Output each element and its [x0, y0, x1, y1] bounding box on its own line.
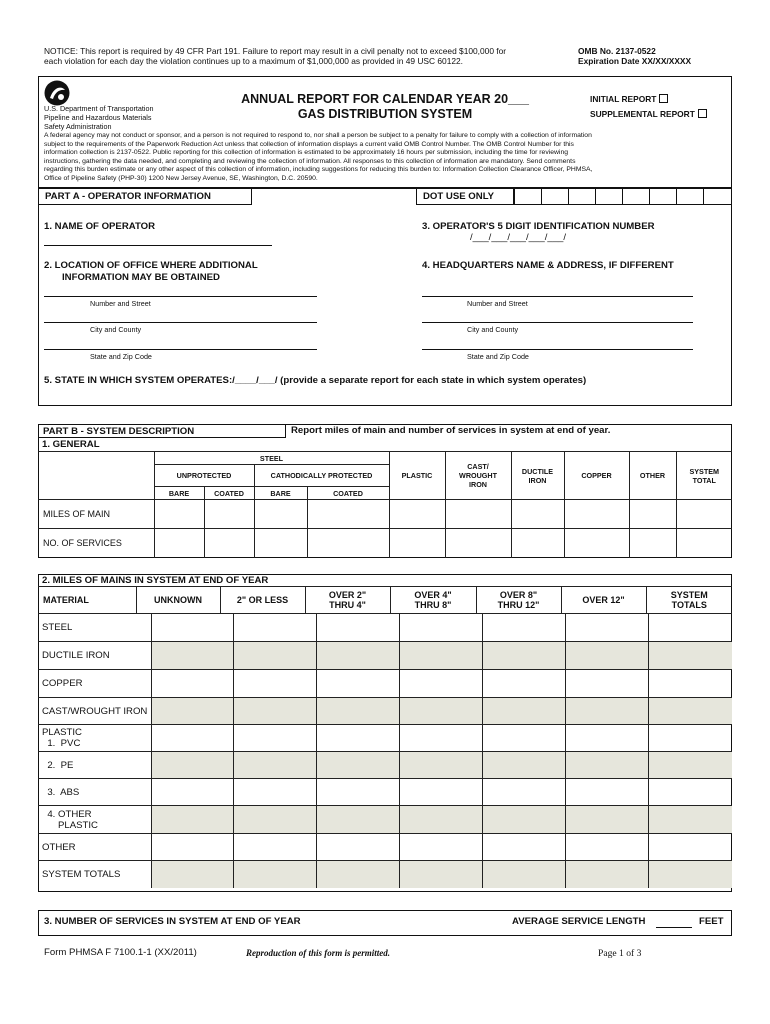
office-state-label: State and Zip Code [90, 352, 152, 361]
office-street-field[interactable] [44, 296, 317, 297]
input-cell[interactable] [234, 642, 317, 670]
title-line-2: GAS DISTRIBUTION SYSTEM [297, 107, 473, 121]
part-b-note: Report miles of main and number of services in system at end of year. [291, 425, 611, 436]
cathodic-bare-header: BARE [254, 487, 307, 500]
hq-state-label: State and Zip Code [467, 352, 529, 361]
notice-line-2: each violation for each day the violation continues up to a maximum of $1,000,000 as provided in 49 USC 60122. [44, 56, 464, 66]
hq-city-label: City and County [467, 325, 519, 334]
dot-box [595, 188, 623, 205]
report-title [215, 92, 555, 122]
mains-table [38, 586, 732, 614]
notice-text [44, 46, 506, 66]
row-label: OTHER [38, 834, 152, 861]
col-over-12: OVER 12" [561, 587, 646, 614]
input-cell[interactable] [234, 670, 317, 698]
col-system-totals: SYSTEM TOTALS [646, 587, 732, 614]
input-cell[interactable] [152, 834, 234, 861]
input-cell[interactable] [676, 529, 732, 558]
input-cell[interactable] [152, 725, 234, 752]
agency-line-1: U.S. Department of Transportation [44, 104, 154, 113]
input-cell[interactable] [564, 500, 629, 529]
cathodic-header: CATHODICALLY PROTECTED [254, 465, 389, 487]
input-cell[interactable] [445, 529, 511, 558]
col-over-8-thru-12: OVER 8" THRU 12" [476, 587, 561, 614]
input-cell[interactable] [483, 834, 566, 861]
input-cell[interactable] [399, 670, 483, 698]
other-header: OTHER [629, 452, 676, 500]
row-label: 4. OTHER PLASTIC [38, 806, 152, 834]
dot-box [676, 188, 704, 205]
input-cell[interactable] [566, 670, 649, 698]
notice-line-1: NOTICE: This report is required by 49 CFR Part 191. Failure to report may result in a civil penalty not to exceed $100,000 for [44, 46, 507, 56]
input-cell[interactable] [316, 834, 399, 861]
mains-row [38, 779, 732, 806]
general-corner [38, 452, 154, 500]
agency-line-2: Pipeline and Hazardous Materials [44, 113, 152, 122]
input-cell[interactable] [566, 834, 649, 861]
section-3-title: 3. NUMBER OF SERVICES IN SYSTEM AT END OF YEAR [44, 916, 301, 927]
plastic-header: PLASTIC [389, 452, 445, 500]
input-cell[interactable] [566, 698, 649, 725]
dot-box [568, 188, 596, 205]
cathodic-coated-header: COATED [307, 487, 389, 500]
dot-box [541, 188, 569, 205]
input-cell[interactable] [154, 500, 204, 529]
input-cell[interactable] [152, 642, 234, 670]
col-unknown: UNKNOWN [136, 587, 220, 614]
hq-state-field[interactable] [422, 349, 693, 350]
input-cell[interactable] [648, 834, 732, 861]
omb-block [578, 46, 691, 66]
operator-name-field[interactable] [44, 245, 272, 246]
input-cell[interactable] [234, 834, 317, 861]
input-cell[interactable] [648, 806, 732, 834]
input-cell[interactable] [483, 642, 566, 670]
unprotected-coated-header: COATED [204, 487, 254, 500]
input-cell[interactable] [511, 500, 564, 529]
input-cell[interactable] [566, 779, 649, 806]
q2-line-2: INFORMATION MAY BE OBTAINED [62, 272, 220, 283]
input-cell[interactable] [316, 779, 399, 806]
input-cell[interactable] [648, 614, 732, 642]
input-cell[interactable] [399, 779, 483, 806]
avg-service-length-field[interactable] [656, 927, 692, 928]
input-cell[interactable] [316, 806, 399, 834]
row-label: STEEL [38, 614, 152, 642]
col-2-or-less: 2" OR LESS [220, 587, 305, 614]
section-2-title: 2. MILES OF MAINS IN SYSTEM AT END OF YEAR [42, 575, 269, 586]
input-cell[interactable] [154, 529, 204, 558]
hq-street-field[interactable] [422, 296, 693, 297]
col-over-2-thru-4: OVER 2" THRU 4" [305, 587, 390, 614]
row-label: MILES OF MAIN [38, 500, 154, 529]
no-of-services-row [38, 529, 732, 558]
pra-line: information collection is 2137-0522. Public reporting for this collection of information is estimated to be approximately 16 hours per submission, including the time for reviewing [44, 149, 569, 157]
input-cell[interactable] [234, 861, 317, 888]
q5-state: 5. STATE IN WHICH SYSTEM OPERATES:/____/___/ (provide a separate report for each state in which system operates) [44, 375, 587, 386]
input-cell[interactable] [316, 614, 399, 642]
hq-street-label: Number and Street [467, 299, 528, 308]
dot-box [514, 188, 542, 205]
input-cell[interactable] [629, 500, 676, 529]
title-line-1: ANNUAL REPORT FOR CALENDAR YEAR 20___ [241, 92, 529, 106]
mains-header-row [38, 587, 732, 614]
input-cell[interactable] [483, 614, 566, 642]
q2-line-1: 2. LOCATION OF OFFICE WHERE ADDITIONAL [44, 260, 258, 271]
form-number: Form PHMSA F 7100.1-1 (XX/2011) [44, 947, 197, 958]
input-cell[interactable] [399, 752, 483, 779]
initial-report [590, 94, 668, 104]
office-city-label: City and County [90, 325, 142, 334]
input-cell[interactable] [152, 614, 234, 642]
input-cell[interactable] [399, 642, 483, 670]
agency-line-3: Safety Administration [44, 122, 112, 131]
input-cell[interactable] [566, 752, 649, 779]
input-cell[interactable] [483, 779, 566, 806]
input-cell[interactable] [152, 698, 234, 725]
input-cell[interactable] [307, 500, 389, 529]
input-cell[interactable] [204, 500, 254, 529]
input-cell[interactable] [483, 725, 566, 752]
supplemental-report-label: SUPPLEMENTAL REPORT [590, 109, 695, 119]
pra-statement [44, 132, 734, 184]
initial-report-label: INITIAL REPORT [590, 94, 657, 104]
input-cell[interactable] [483, 806, 566, 834]
input-cell[interactable] [254, 529, 307, 558]
input-cell[interactable] [152, 806, 234, 834]
pra-line: instructions, gathering the data needed, and completing and reviewing the collection of information. All responses to this collection of information are mandatory. Send comments [44, 157, 576, 165]
mains-row [38, 725, 732, 752]
row-label: PLASTIC 1. PVC [38, 725, 152, 752]
input-cell[interactable] [399, 834, 483, 861]
input-cell[interactable] [152, 670, 234, 698]
dot-use-only-label: DOT USE ONLY [416, 188, 514, 205]
input-cell[interactable] [152, 779, 234, 806]
copper-header: COPPER [564, 452, 629, 500]
q1-name-of-operator: 1. NAME OF OPERATOR [44, 221, 156, 232]
avg-service-length-label: AVERAGE SERVICE LENGTH [512, 916, 646, 927]
supplemental-report [590, 109, 707, 119]
q2-location [44, 260, 258, 284]
office-street-label: Number and Street [90, 299, 151, 308]
hq-city-field[interactable] [422, 322, 693, 323]
q4-headquarters: 4. HEADQUARTERS NAME & ADDRESS, IF DIFFERENT [422, 260, 674, 271]
mains-row [38, 614, 732, 642]
supplemental-report-checkbox[interactable] [698, 109, 707, 118]
pra-line: subject to the requirements of the Paperwork Reduction Act unless that collection of information displays a current valid OMB Control Number. The OMB Control Number for this [44, 140, 574, 148]
input-cell[interactable] [152, 752, 234, 779]
input-cell[interactable] [511, 529, 564, 558]
operator-id-field[interactable]: /___/___/___/___/___/ [470, 232, 567, 243]
input-cell[interactable] [564, 529, 629, 558]
input-cell[interactable] [152, 861, 234, 888]
col-material: MATERIAL [38, 587, 136, 614]
part-a-header: PART A - OPERATOR INFORMATION [38, 188, 252, 205]
row-label: DUCTILE IRON [38, 642, 152, 670]
input-cell[interactable] [316, 642, 399, 670]
input-cell[interactable] [566, 725, 649, 752]
expiration-date: Expiration Date XX/XX/XXXX [578, 56, 692, 66]
mains-row [38, 698, 732, 725]
input-cell[interactable] [254, 500, 307, 529]
input-cell[interactable] [566, 861, 649, 888]
dot-box [622, 188, 650, 205]
input-cell[interactable] [445, 500, 511, 529]
row-label: SYSTEM TOTALS [38, 861, 152, 888]
input-cell[interactable] [648, 861, 732, 888]
miles-of-main-row [38, 500, 732, 529]
ductile-iron-header: DUCTILE IRON [511, 452, 564, 500]
cast-iron-header: CAST/ WROUGHT IRON [445, 452, 511, 500]
unprotected-header: UNPROTECTED [154, 465, 254, 487]
steel-header: STEEL [154, 452, 389, 465]
pra-line: A federal agency may not conduct or sponsor, and a person is not required to respond to, nor shall a person be subject to a penalty for failure to comply with a collection of information [44, 132, 592, 139]
input-cell[interactable] [566, 642, 649, 670]
input-cell[interactable] [648, 779, 732, 806]
input-cell[interactable] [629, 529, 676, 558]
initial-report-checkbox[interactable] [659, 94, 668, 103]
input-cell[interactable] [648, 725, 732, 752]
input-cell[interactable] [483, 752, 566, 779]
input-cell[interactable] [316, 725, 399, 752]
system-total-header: SYSTEM TOTAL [676, 452, 732, 500]
input-cell[interactable] [234, 698, 317, 725]
input-cell[interactable] [399, 725, 483, 752]
mains-body [38, 613, 732, 888]
input-cell[interactable] [316, 670, 399, 698]
input-cell[interactable] [389, 529, 445, 558]
input-cell[interactable] [648, 698, 732, 725]
input-cell[interactable] [316, 861, 399, 888]
general-table [38, 451, 732, 558]
part-b-header: PART B - SYSTEM DESCRIPTION [38, 424, 286, 438]
input-cell[interactable] [389, 500, 445, 529]
row-label: COPPER [38, 670, 152, 698]
omb-number: OMB No. 2137-0522 [578, 46, 656, 56]
input-cell[interactable] [399, 614, 483, 642]
unprotected-bare-header: BARE [154, 487, 204, 500]
input-cell[interactable] [648, 752, 732, 779]
input-cell[interactable] [648, 670, 732, 698]
dot-box [649, 188, 677, 205]
row-label: 2. PE [38, 752, 152, 779]
input-cell[interactable] [307, 529, 389, 558]
input-cell[interactable] [316, 698, 399, 725]
pra-line: Office of Pipeline Safety (PHP-30) 1200 New Jersey Avenue, SE, Washington, D.C. 20590. [44, 174, 318, 182]
mains-row [38, 861, 732, 888]
mains-body-table [38, 613, 732, 888]
input-cell[interactable] [483, 861, 566, 888]
input-cell[interactable] [399, 698, 483, 725]
pra-line: regarding this burden estimate or any other aspect of this collection of information, including suggestions for reducing this burden to: Information Collection Clearance Officer, PHMSA, [44, 166, 593, 174]
agency-block [44, 104, 153, 131]
input-cell[interactable] [234, 725, 317, 752]
dot-box [703, 188, 732, 205]
input-cell[interactable] [648, 642, 732, 670]
input-cell[interactable] [566, 614, 649, 642]
input-cell[interactable] [399, 806, 483, 834]
dot-logo-icon [44, 80, 70, 106]
input-cell[interactable] [483, 698, 566, 725]
input-cell[interactable] [234, 614, 317, 642]
row-label: 3. ABS [38, 779, 152, 806]
col-over-4-thru-8: OVER 4" THRU 8" [390, 587, 476, 614]
row-label: NO. OF SERVICES [38, 529, 154, 558]
input-cell[interactable] [676, 500, 732, 529]
mains-row [38, 642, 732, 670]
input-cell[interactable] [234, 779, 317, 806]
input-cell[interactable] [234, 752, 317, 779]
office-state-field[interactable] [44, 349, 317, 350]
page-number: Page 1 of 3 [598, 948, 642, 959]
row-label: CAST/WROUGHT IRON [38, 698, 152, 725]
general-label: 1. GENERAL [42, 439, 100, 450]
input-cell[interactable] [483, 670, 566, 698]
input-cell[interactable] [204, 529, 254, 558]
mains-row [38, 834, 732, 861]
input-cell[interactable] [566, 806, 649, 834]
input-cell[interactable] [234, 806, 317, 834]
q3-operator-id: 3. OPERATOR'S 5 DIGIT IDENTIFICATION NUMBER [422, 221, 655, 232]
input-cell[interactable] [399, 861, 483, 888]
mains-row [38, 670, 732, 698]
reproduction-note: Reproduction of this form is permitted. [246, 948, 391, 958]
input-cell[interactable] [316, 752, 399, 779]
office-city-field[interactable] [44, 322, 317, 323]
mains-row [38, 806, 732, 834]
feet-label: FEET [699, 916, 724, 927]
mains-row [38, 752, 732, 779]
